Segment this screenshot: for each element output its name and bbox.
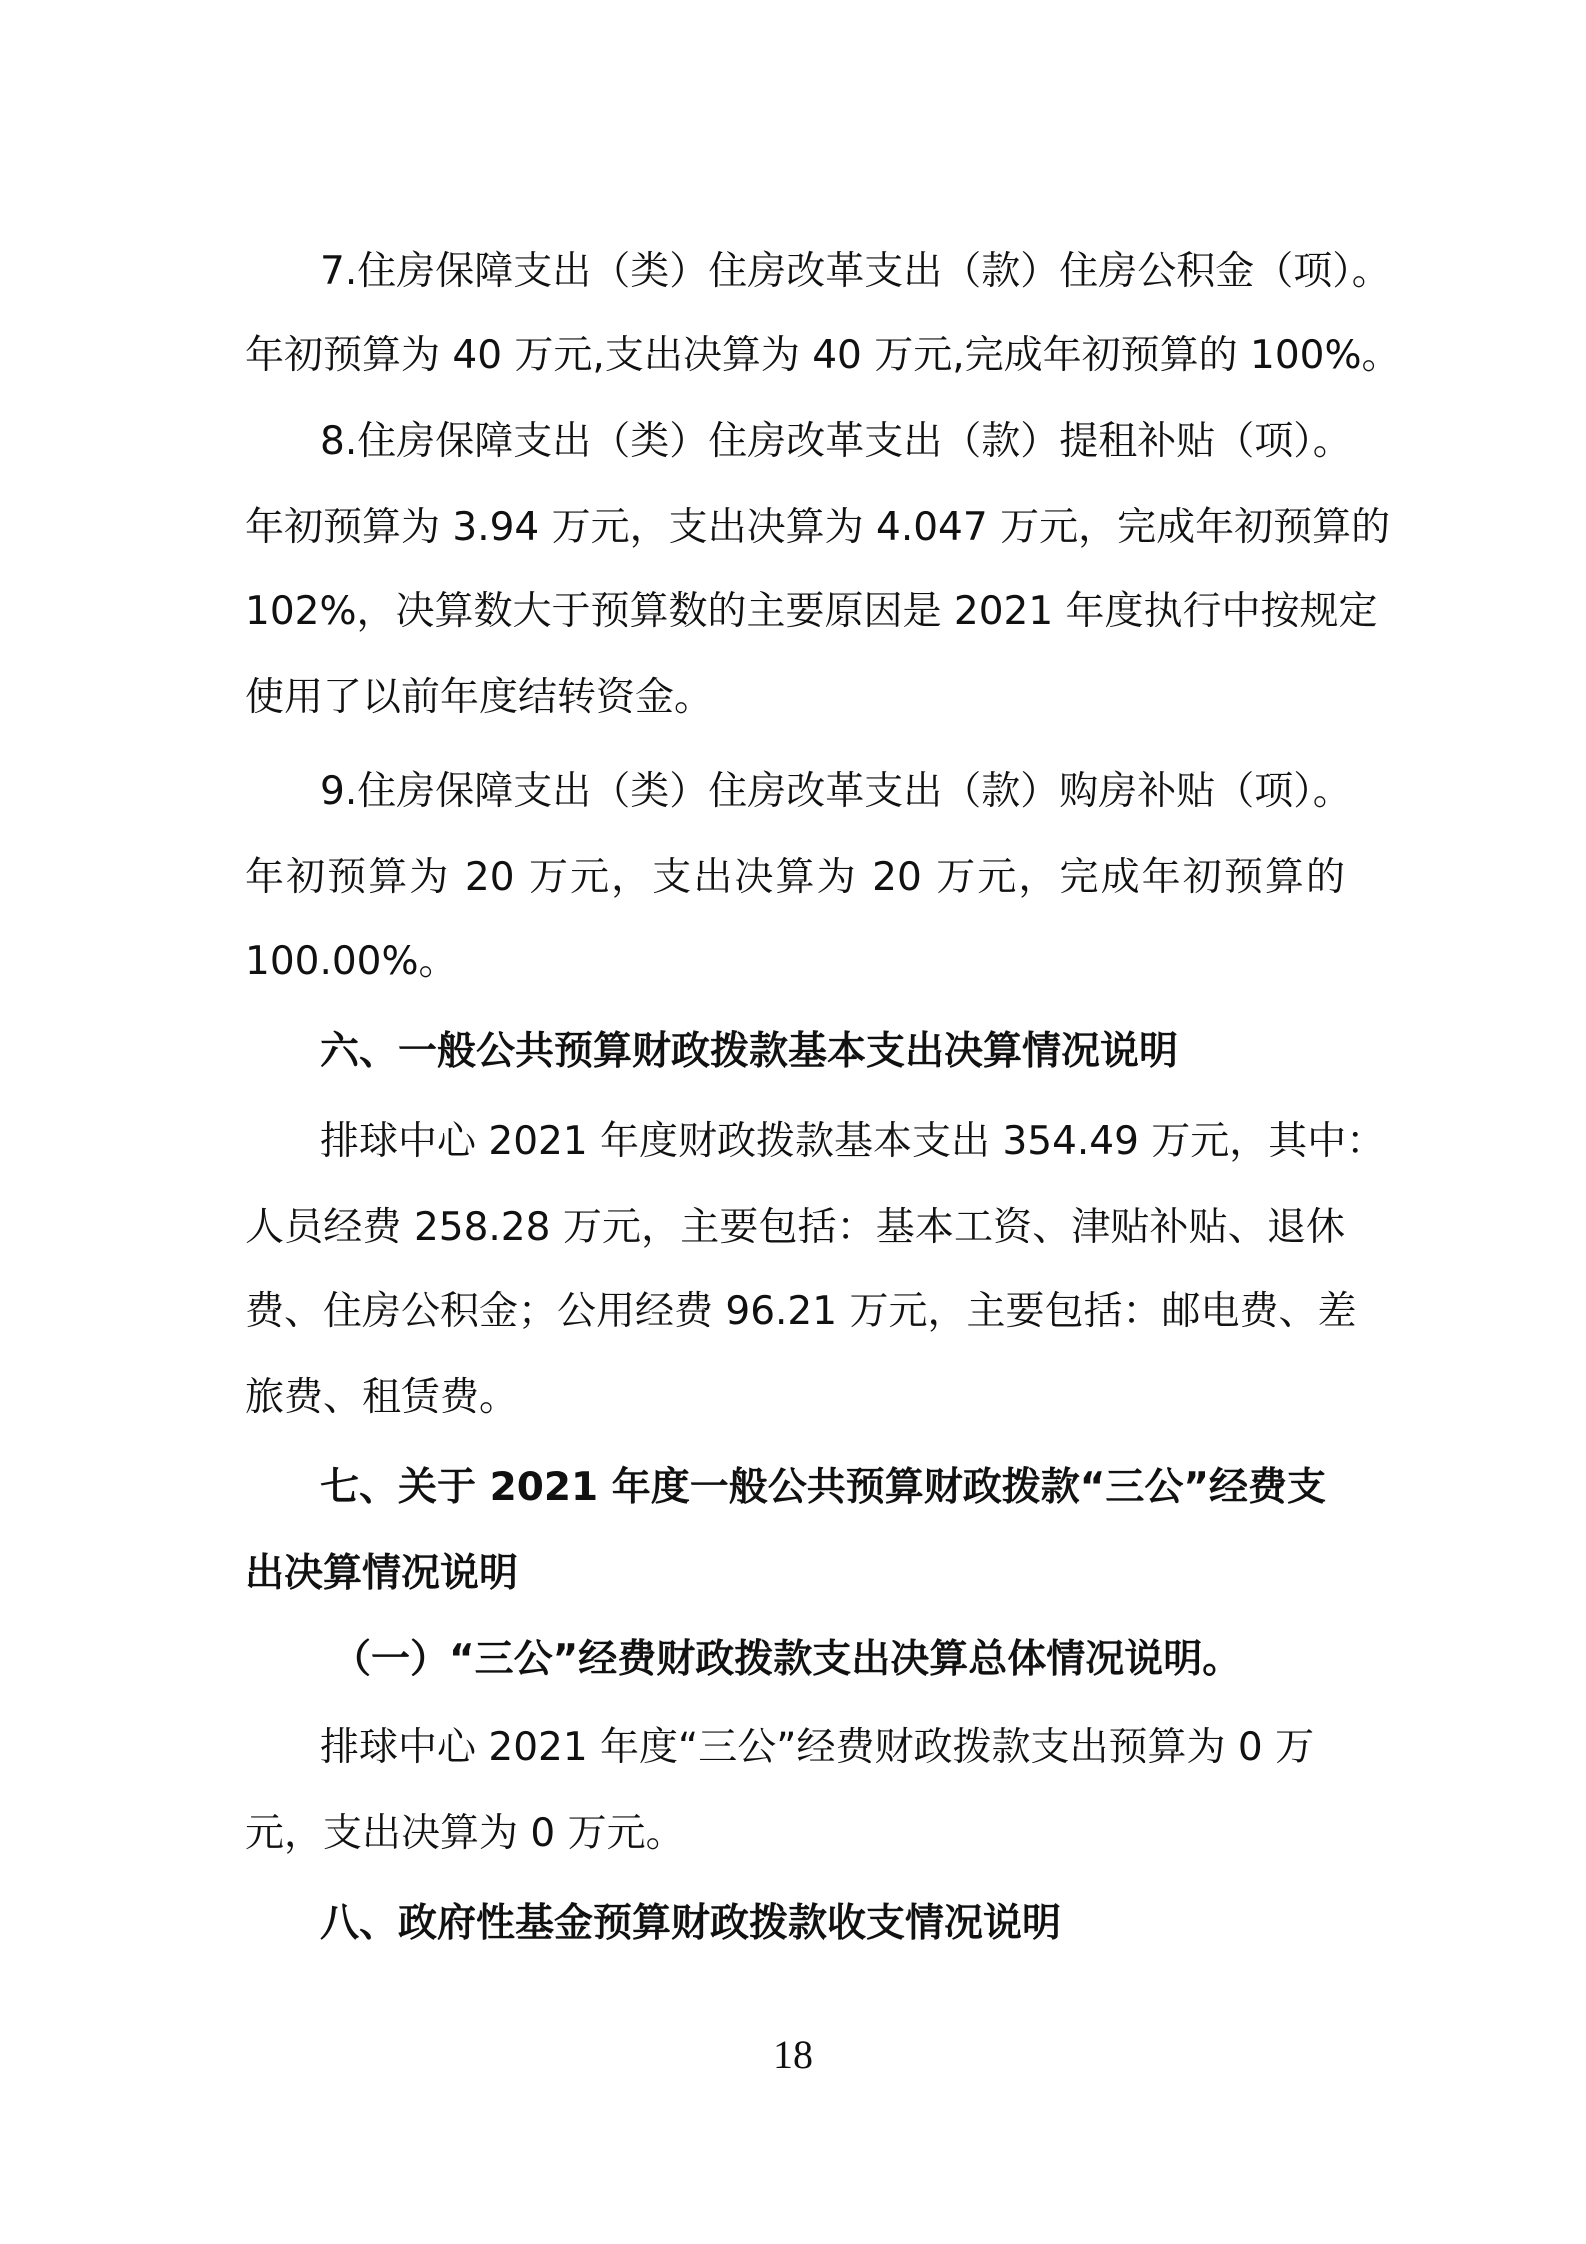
paragraph-line: 费、住房公积金；公用经费 96.21 万元，主要包括：邮电费、差 — [245, 1289, 1357, 1334]
paragraph-line: 年初预算为 40 万元,支出决算为 40 万元,完成年初预算的 100%。 — [245, 333, 1401, 378]
paragraph-line: 7.住房保障支出（类）住房改革支出（款）住房公积金（项）。 — [320, 249, 1391, 294]
paragraph-line: 人员经费 258.28 万元，主要包括：基本工资、津贴补贴、退休 — [245, 1205, 1345, 1250]
paragraph-line: 使用了以前年度结转资金。 — [245, 675, 714, 720]
subsection-heading: （一）“三公”经费财政拨款支出决算总体情况说明。 — [332, 1637, 1242, 1682]
paragraph-line: 102%，决算数大于预算数的主要原因是 2021 年度执行中按规定 — [245, 589, 1378, 634]
page-number: 18 — [773, 2032, 813, 2077]
section-heading: 出决算情况说明 — [245, 1551, 519, 1596]
section-heading: 八、政府性基金预算财政拨款收支情况说明 — [320, 1901, 1062, 1946]
paragraph-line: 元，支出决算为 0 万元。 — [245, 1811, 685, 1856]
paragraph-line: 年初预算为 20 万元，支出决算为 20 万元，完成年初预算的 — [245, 855, 1345, 900]
paragraph-line: 旅费、租赁费。 — [245, 1375, 519, 1420]
paragraph-line: 100.00%。 — [245, 939, 458, 984]
paragraph-line: 9.住房保障支出（类）住房改革支出（款）购房补贴（项）。 — [320, 769, 1352, 814]
paragraph-line: 排球中心 2021 年度财政拨款基本支出 354.49 万元，其中： — [320, 1119, 1386, 1164]
paragraph-line: 年初预算为 3.94 万元，支出决算为 4.047 万元，完成年初预算的 — [245, 505, 1391, 550]
paragraph-line: 排球中心 2021 年度“三公”经费财政拨款支出预算为 0 万 — [320, 1725, 1315, 1770]
paragraph-line: 8.住房保障支出（类）住房改革支出（款）提租补贴（项）。 — [320, 419, 1352, 464]
section-heading: 七、关于 2021 年度一般公共预算财政拨款“三公”经费支 — [320, 1465, 1326, 1510]
section-heading: 六、一般公共预算财政拨款基本支出决算情况说明 — [320, 1029, 1179, 1074]
